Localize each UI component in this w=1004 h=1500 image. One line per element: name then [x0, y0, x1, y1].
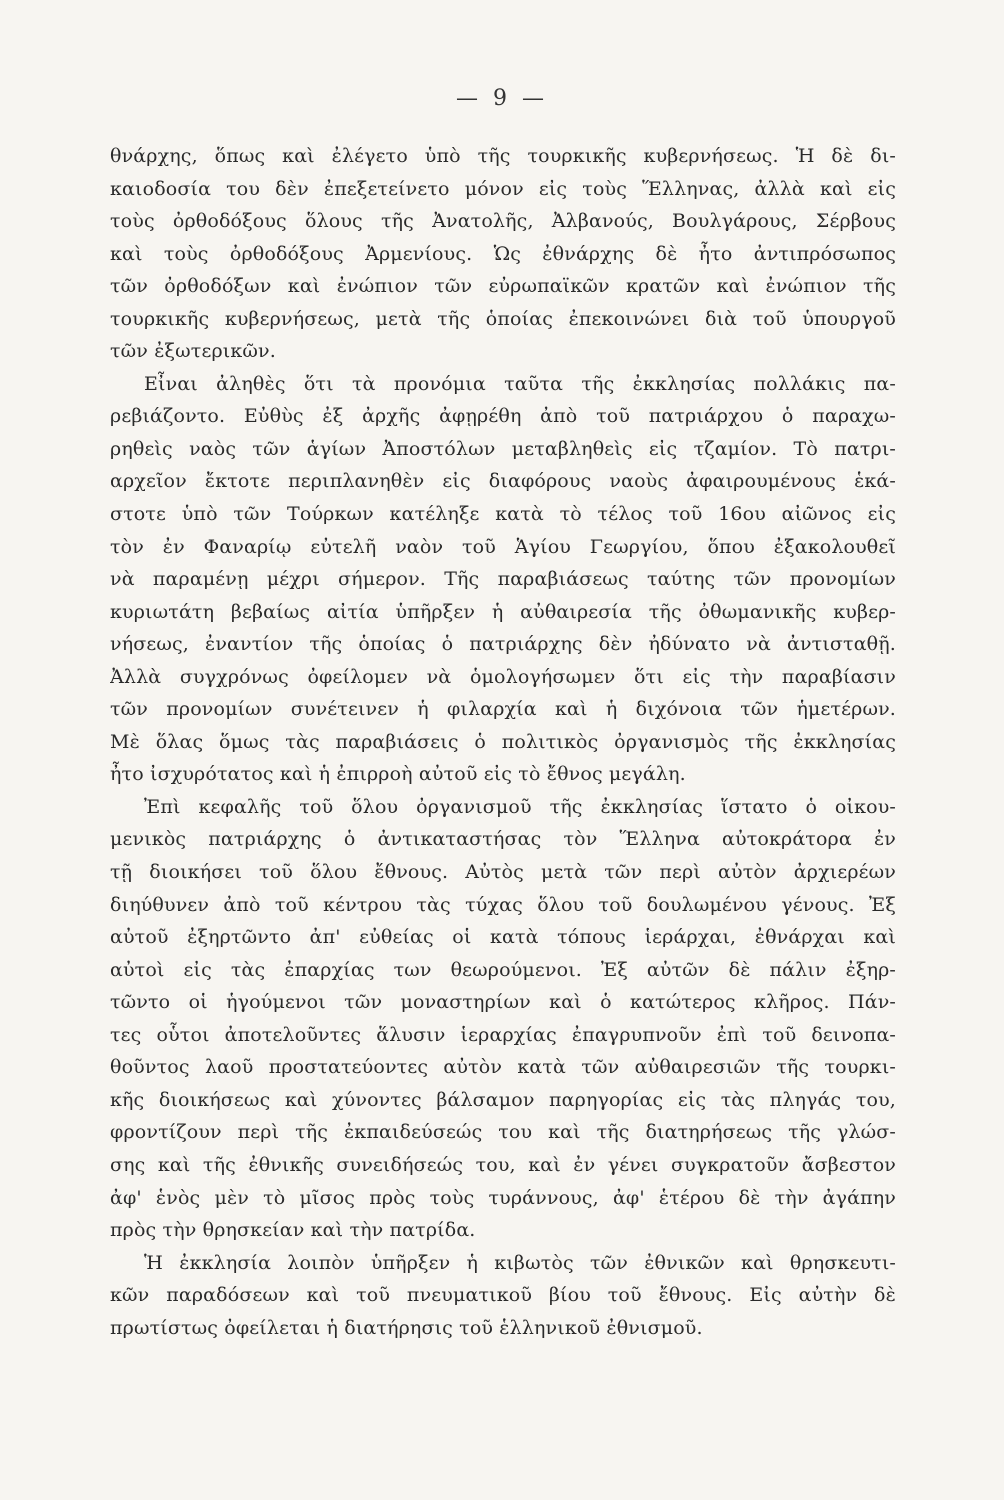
text-line: καὶ τοὺς ὀρθοδόξους Ἀρμενίους. Ὡς ἐθνάρχης δὲ ἦτο ἀντιπρόσωπος	[110, 242, 896, 265]
text-line: τουρκικῆς κυβερνήσεως, μετὰ τῆς ὁποίας ἐπεκοινώνει διὰ τοῦ ὑπουργοῦ	[110, 307, 896, 330]
text-line: φροντίζουν περὶ τῆς ἐκπαιδεύσεώς του καὶ τῆς διατηρήσεως τῆς γλώσ-	[110, 1121, 896, 1144]
text-line: κυριωτάτη βεβαίως αἰτία ὑπῆρξεν ἡ αὐθαιρεσία τῆς ὀθωμανικῆς κυβερ-	[110, 600, 896, 623]
text-line: νήσεως, ἐναντίον τῆς ὁποίας ὁ πατριάρχης δὲν ἠδύνατο νὰ ἀντισταθῇ.	[110, 633, 896, 656]
text-line: θοῦντος λαοῦ προστατεύοντες αὐτὸν κατὰ τῶν αὐθαιρεσιῶν τῆς τουρκι-	[110, 1056, 896, 1079]
body-text	[110, 140, 896, 1344]
text-line: τὸν ἐν Φαναρίῳ εὐτελῆ ναὸν τοῦ Ἁγίου Γεωργίου, ὅπου ἐξακολουθεῖ	[110, 535, 896, 558]
page-number: — 9 —	[456, 86, 548, 111]
text-line: νὰ παραμένῃ μέχρι σήμερον. Τῆς παραβιάσεως ταύτης τῶν προνομίων	[110, 568, 896, 591]
text-line: αρχεῖον ἔκτοτε περιπλανηθὲν εἰς διαφόρους ναοὺς ἀφαιρουμένους ἑκά-	[110, 470, 896, 493]
text-line: τῇ διοικήσει τοῦ ὅλου ἔθνους. Αὐτὸς μετὰ τῶν περὶ αὐτὸν ἀρχιερέων	[110, 861, 896, 884]
text-line: διηύθυνεν ἀπὸ τοῦ κέντρου τὰς τύχας ὅλου τοῦ δουλωμένου γένους. Ἐξ	[110, 893, 896, 916]
text-line: σης καὶ τῆς ἐθνικῆς συνειδήσεώς του, καὶ ἐν γένει συγκρατοῦν ἄσβεστον	[110, 1153, 896, 1176]
text-line: Ἐπὶ κεφαλῆς τοῦ ὅλου ὀργανισμοῦ τῆς ἐκκλησίας ἵστατο ὁ οἰκου-	[144, 795, 896, 818]
text-line: στοτε ὑπὸ τῶν Τούρκων κατέληξε κατὰ τὸ τέλος τοῦ 16ου αἰῶνος εἰς	[110, 503, 896, 526]
text-line: ρηθεὶς ναὸς τῶν ἁγίων Ἀποστόλων μεταβληθεὶς εἰς τζαμίον. Τὸ πατρι-	[110, 437, 896, 460]
text-line: μενικὸς πατριάρχης ὁ ἀντικαταστήσας τὸν Ἕλληνα αὐτοκράτορα ἐν	[110, 828, 896, 851]
text-line: τῶν ὀρθοδόξων καὶ ἐνώπιον τῶν εὐρωπαϊκῶν κρατῶν καὶ ἐνώπιον τῆς	[110, 275, 896, 298]
text-line: Εἶναι ἀληθὲς ὅτι τὰ προνόμια ταῦτα τῆς ἐκκλησίας πολλάκις πα-	[144, 372, 896, 395]
text-line: πρωτίστως ὀφείλεται ἡ διατήρησις τοῦ ἑλληνικοῦ ἐθνισμοῦ.	[110, 1316, 703, 1339]
text-line: τοὺς ὀρθοδόξους ὅλους τῆς Ἀνατολῆς, Ἀλβανούς, Βουλγάρους, Σέρβους	[110, 210, 896, 233]
text-line: αὐτοὶ εἰς τὰς ἐπαρχίας των θεωρούμενοι. Ἐξ αὐτῶν δὲ πάλιν ἐξηρ-	[110, 958, 896, 981]
text-line: πρὸς τὴν θρησκείαν καὶ τὴν πατρίδα.	[110, 1219, 476, 1242]
text-line: Ἀλλὰ συγχρόνως ὀφείλομεν νὰ ὁμολογήσωμεν ὅτι εἰς τὴν παραβίασιν	[110, 665, 896, 688]
text-line: ἀφ' ἑνὸς μὲν τὸ μῖσος πρὸς τοὺς τυράννους, ἀφ' ἑτέρου δὲ τὴν ἀγάπην	[110, 1186, 896, 1209]
text-line: τῶν προνομίων συνέτεινεν ἡ φιλαρχία καὶ ἡ διχόνοια τῶν ἡμετέρων.	[110, 698, 896, 721]
text-line: Μὲ ὅλας ὅμως τὰς παραβιάσεις ὁ πολιτικὸς ὀργανισμὸς τῆς ἐκκλησίας	[110, 730, 896, 753]
text-line: τῶντο οἱ ἡγούμενοι τῶν μοναστηρίων καὶ ὁ κατώτερος κλῆρος. Πάν-	[110, 991, 896, 1014]
text-line: κῶν παραδόσεων καὶ τοῦ πνευματικοῦ βίου τοῦ ἔθνους. Εἰς αὐτὴν δὲ	[110, 1284, 896, 1307]
text-line: θνάρχης, ὅπως καὶ ἐλέγετο ὑπὸ τῆς τουρκικῆς κυβερνήσεως. Ἡ δὲ δι-	[110, 145, 896, 167]
text-line: ρεβιάζοντο. Εὐθὺς ἐξ ἀρχῆς ἀφῃρέθη ἀπὸ τοῦ πατριάρχου ὁ παραχω-	[110, 405, 896, 428]
text-line: τῶν ἐξωτερικῶν.	[110, 340, 276, 363]
text-line: κῆς διοικήσεως καὶ χύνοντες βάλσαμον παρηγορίας εἰς τὰς πληγάς του,	[110, 1088, 896, 1111]
text-line: Ἡ ἐκκλησία λοιπὸν ὑπῆρξεν ἡ κιβωτὸς τῶν ἐθνικῶν καὶ θρησκευτι-	[144, 1251, 896, 1274]
text-line: ἦτο ἰσχυρότατος καὶ ἡ ἐπιρροὴ αὐτοῦ εἰς τὸ ἔθνος μεγάλη.	[110, 763, 686, 786]
text-line: τες οὗτοι ἀποτελοῦντες ἅλυσιν ἱεραρχίας ἐπαγρυπνοῦν ἐπὶ τοῦ δεινοπα-	[110, 1023, 896, 1046]
text-line: καιοδοσία του δὲν ἐπεξετείνετο μόνον εἰς τοὺς Ἕλληνας, ἀλλὰ καὶ εἰς	[110, 177, 896, 200]
text-line: αὐτοῦ ἐξηρτῶντο ἀπ' εὐθείας οἱ κατὰ τόπους ἱεράρχαι, ἐθνάρχαι καὶ	[110, 926, 896, 949]
